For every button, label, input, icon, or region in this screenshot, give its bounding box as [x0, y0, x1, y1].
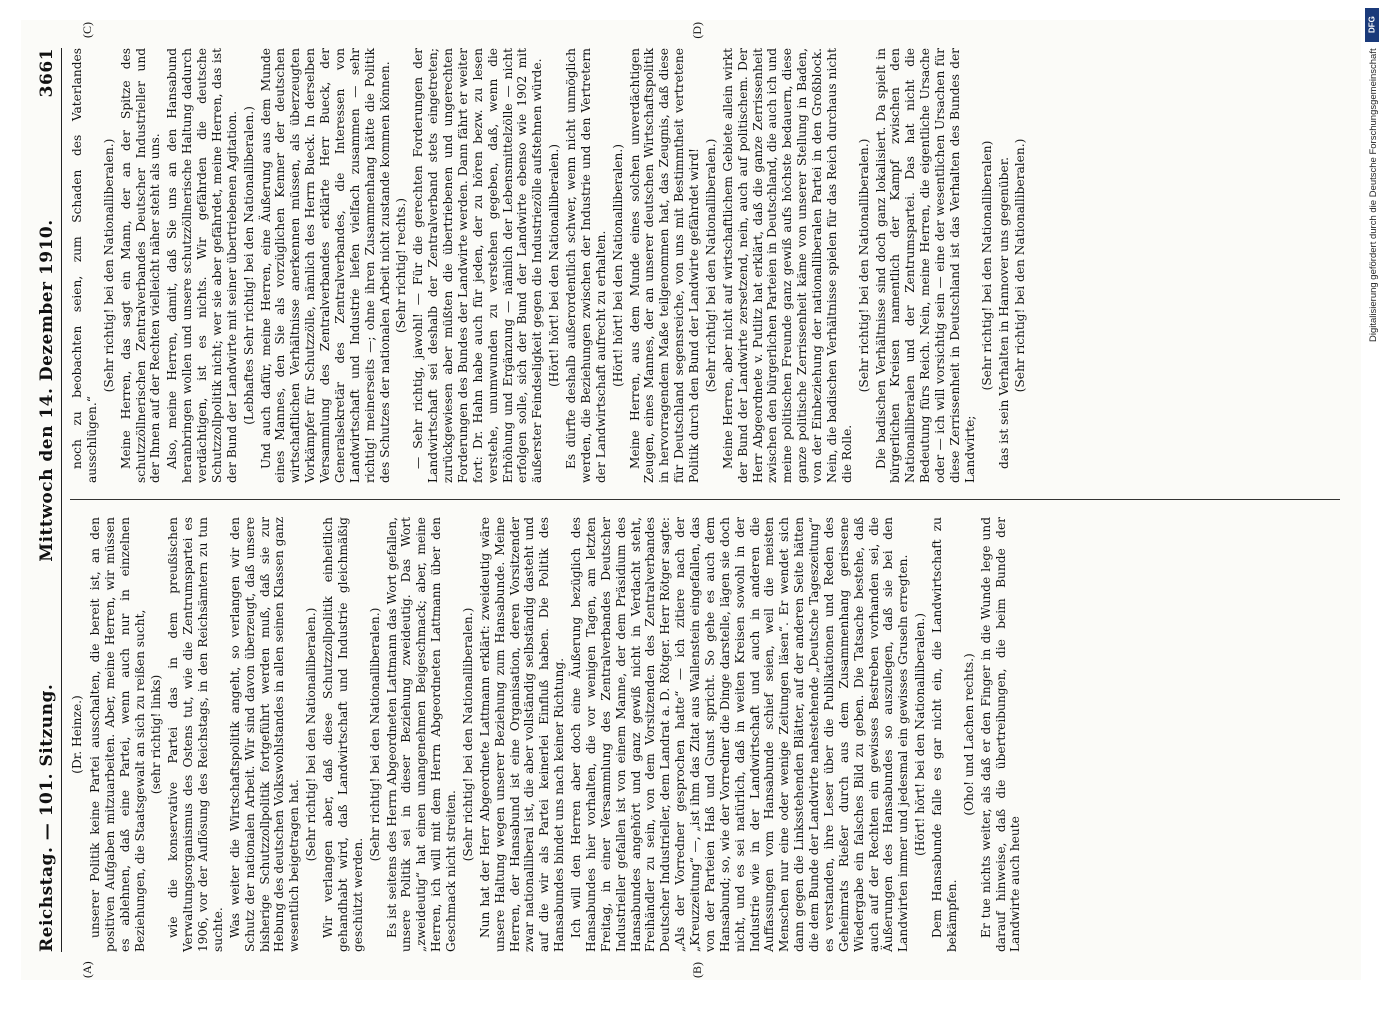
paragraph: Nun hat der Herr Abgeordnete Lattmann erklärt: zweideutig wäre unsere Haltung wegen unserer Beziehung zum Hansabunde. Meine Herren, der Hansabund ist eine Organisation, deren Vorsitzender zwar nationalliberal ist, die aber vollständig selbständig dasteht und auf die wir als Partei keinerlei Einfluß haben. Die Politik des Hansabundes bindet uns nach keiner Richtung.: [477, 517, 567, 952]
interjection: (Hört! hört! bei den Nationalliberalen.): [547, 144, 562, 387]
interjection: (Sehr richtig! bei den Nationalliberalen.): [856, 138, 871, 393]
interjection: (Sehr richtig! bei den Nationalliberalen.): [304, 607, 319, 862]
paragraph: Also, meine Herren, damit, daß Sie uns an den Hansabund heranbringen wollen und unsere schutzzöllnerische Haltung dadurch verdächtigen, ist es nichts. Wir gefährden die deutsche Schutzzollpolitik nicht; wer sie aber gefährdet, meine Herren, das ist der Bund der Landwirte mit seiner übertriebenen Agitation.: [165, 48, 239, 483]
paragraph: noch zu beobachten seien, zum Schaden des Vaterlandes ausschlügen.“: [70, 48, 99, 483]
interjection: (Sehr richtig! bei den Nationalliberalen.): [367, 607, 382, 862]
left-column: [70, 517, 1340, 978]
page-number: 3661: [37, 48, 57, 98]
paragraph: unserer Politik keine Partei ausschalten, die bereit ist, an den positiven Aufgaben mitzuarbeiten. Aber, meine Herren, wir müssen es ablehnen, daß eine Partei, wenn auch nur in einzelnen Beziehungen, die Staatsgewalt an sich zu reißen sucht,: [87, 517, 147, 952]
interjection: (Hört! hört! bei den Nationalliberalen.): [610, 144, 625, 387]
margin-marker-b: (B): [690, 962, 704, 978]
column-divider: [70, 499, 1340, 500]
paragraph: Meine Herren, aus dem Munde eines solchen unverdächtigen Zeugen, eines Mannes, der an unserer deutschen Wirtschaftspolitik in hervorragendem Maße teilgenommen hat, das Zeugnis, daß diese für Deutschland segensreiche, von uns mit Bestimmtheit vertretene Politik durch den Bund der Landwirte gefährdet wird!: [627, 48, 701, 483]
paragraph: — Sehr richtig, jawohl! — Für die gerechten Forderungen der Landwirtschaft sei deshalb der Zentralverband stets eingetreten; zurückgewiesen aber müßten die übertriebenen und ungerechten Forderungen des Bundes der Landwirte werden. Dann fährt er weiter fort: Dr. Hahn habe auch für jeden, der zu hören bezw. zu lesen verstehe, unumwunden zu verstehen gegeben, daß, wenn die Erhöhung und Ergänzung — nämlich der Lebensmittelzölle — nicht erfolgen solle, sich der Bund der Landwirte ebenso wie 1902 mit äußerster Feindseligkeit gegen die Industriezölle aufstehnen würde.: [411, 48, 545, 483]
margin-marker-d: (D): [690, 22, 704, 39]
scanned-document-page: [21, 20, 1361, 980]
running-head-date: Mittwoch den 14. Dezember 1910.: [37, 219, 57, 562]
interjection: (sehr richtig! links): [149, 674, 164, 795]
right-column: [70, 22, 1340, 483]
interjection: (Hört! hört! bei den Nationalliberalen.): [913, 613, 928, 856]
interjection: (Lebhaftes Sehr richtig! bei den Nationalliberalen.): [241, 106, 256, 425]
interjection: (Sehr richtig! bei den Nationalliberalen.): [460, 607, 475, 862]
paragraph: wie die konservative Partei das in dem preußischen Verwaltungsorganismus des Ostens tut, wie die Zentrumspartei es 1906, vor der Auflösung des Reichstags, in den Reichsämtern zu tun suchte.: [166, 517, 225, 952]
digitization-credit: Digitalisierung gefördert durch die Deutsche Forschungsgemeinschaft: [1368, 48, 1379, 342]
margin-marker-c: (C): [80, 22, 94, 38]
paragraph: Es ist seitens des Herrn Abgeordneten Lattmann das Wort gefallen, unsere Politik sei in dieser Beziehung zweideutig. Das Wort „zweideutig“ hat einen unangenehmen Beigeschmack; aber, meine Herren, ich will mit dem Herrn Abgeordneten Lattmann über den Geschmack nicht streiten.: [384, 517, 458, 952]
margin-marker-a: (A): [80, 961, 94, 978]
interjection: (Sehr richtig! bei den Nationalliberalen.): [1013, 138, 1028, 393]
paragraph: Was weiter die Wirtschaftspolitik angeht, so verlangen wir den Schutz der nationalen Arbeit. Wir sind davon überzeugt, daß unsere bisherige Schutzzollpolitik fortgeführt werden muß, daß sie zur Hebung des deutschen Volkswohlstandes in allen seinen Klassen ganz wesentlich beigetragen hat.: [227, 517, 302, 952]
paragraph: Wir verlangen aber, daß diese Schutzzollpolitik einheitlich gehandhabt wird, daß Landwirtschaft und Industrie gleichmäßig geschützt werden.: [321, 517, 365, 952]
interjection: (Sehr richtig! bei den Nationalliberalen): [979, 140, 994, 391]
running-head: [37, 48, 62, 952]
paragraph: Es dürfte deshalb außerordentlich schwer, wenn nicht unmöglich werden, die Beziehungen zwischen der Industrie und den Vertretern der Landwirtschaft aufrecht zu erhalten.: [564, 48, 608, 483]
dfg-logo: DFG: [1365, 8, 1379, 42]
speaker-name: (Dr. Heinze.): [70, 695, 84, 774]
paragraph: Die badischen Verhältnisse sind doch ganz lokalisiert. Da spielt in bürgerlichen Kreisen namentlich der Kampf zwischen den Nationalliberalen und der Zentrumspartei. Das hat nicht die Bedeutung fürs Reich. Nein, meine Herren, die eigentliche Ursache oder — ich will vorsichtig sein — eine der wesentlichen Ursachen für diese Zerrissenheit in Deutschland ist das Verhalten des Bundes der Landwirte;: [873, 48, 977, 483]
paragraph: Meine Herren, aber nicht auf wirtschaftlichem Gebiete allein wirkt der Bund der Landwirte zersetzend, nein, auch auf politischem. Der Herr Abgeordnete v. Putlitz hat erklärt, daß die ganze Zerrissenheit zwischen den bürgerlichen Parteien in Deutschland, die auch ich und meine politischen Freunde ganz gewiß aufs höchste bedauern, diese ganze politische Zerrissenheit käme von unserer Stellung in Baden, von der Einbeziehung der nationalliberalen Partei in den Großblock. Nein, die badischen Verhältnisse spielen für das Reich durchaus nicht die Rolle.: [720, 48, 854, 483]
paragraph: das ist sein Verhalten in Hannover uns gegenüber.: [996, 156, 1011, 469]
right-column-text: [70, 48, 1028, 483]
interjection: (Sehr richtig! bei den Nationalliberalen.): [101, 138, 116, 393]
text-columns: [70, 22, 1340, 978]
paragraph: Dem Hansabunde falle es gar nicht ein, die Landwirtschaft zu bekämpfen.: [930, 517, 959, 952]
paragraph: Meine Herren, das sagt ein Mann, der an der Spitze des schutzzöllnerischen Zentralverbandes Deutscher Industrieller und der Ihnen auf der Rechten vielleicht näher steht als uns.: [118, 48, 163, 483]
paragraph: Und auch dafür, meine Herren, eine Äußerung aus dem Munde eines Mannes, den Sie als vorzüglichen Kenner der deutschen wirtschaftlichen Verhältnisse anerkennen müssen, als überzeugten Vorkämpfer für Schutzzölle, nämlich des Herrn Bueck. In derselben Versammlung des Zentralverbandes erklärte Herr Bueck, der Generalsekretär des Zentralverbandes, die Interessen von Landwirtschaft und Industrie liefen vielfach zusammen — sehr richtig! meinerseits —; ohne ihren Zusammenhang hätte die Politik des Schutzes der nationalen Arbeit nicht zustande kommen können.: [258, 48, 392, 483]
paragraph: Ich will den Herren aber doch eine Äußerung bezüglich des Hansabundes hier vorhalten, die vor wenigen Tagen, am letzten Freitag, in einer Versammlung des Zentralverbandes Deutscher Industrieller gefallen ist von einem Manne, der dem Präsidium des Hansabundes angehört und ganz gewiß nicht in Verdacht steht, Freihändler zu sein, von dem Vorsitzenden des Zentralverbandes Deutscher Industrieller, dem Landrat a. D. Rötger. Herr Rötger sagte: „Als der Vorredner gesprochen hatte“ — ich zitiere nach der „Kreuzzeitung“ —, „ist ihm das Zitat aus Wallenstein eingefallen, das von der Parteien Haß und Gunst spricht. So gehe es auch dem Hansabund; so, wie der Vorredner die Dinge darstelle, lägen sie doch nicht, und es sei natürlich, daß in weiten Kreisen sowohl in der Industrie wie in der Landwirtschaft und auch in anderen die Auffassungen vom Hansabunde schief seien, weil die meisten Menschen nur eine oder wenige Zeitungen läsen“. Er wendet sich dann gegen die Linksstehenden Blätter, auf der anderen Seite hätten die dem Bunde der Landwirte nahestehende „Deutsche Tageszeitung“ es verstanden, ihre Leser über die Publikationen und Reden des Geheimrats Rießer durch aus dem Zusammenhang gerissene Wiedergabe ein falsches Bild zu geben. Die Tatsache bestehe, daß auch auf der Rechten ein gewisses Bestreben vorhanden sei, die Äußerungen des Hansabundes so auszulegen, daß sie bei den Landwirten immer und jedesmal ein gewisses Gruseln erregten.: [569, 517, 911, 952]
interjection: (Oho! und Lachen rechts.): [961, 653, 976, 816]
interjection: (Sehr richtig! bei den Nationalliberalen.): [703, 138, 718, 393]
left-column-text: [88, 517, 1023, 952]
paragraph: Er tue nichts weiter, als daß er den Finger in die Wunde lege und darauf hinweise, daß die übertreibungen, die beim Bunde der Landwirte auch heute: [978, 517, 1023, 952]
interjection: (Sehr richtig! rechts.): [394, 197, 409, 334]
running-head-left: Reichstag. — 101. Sitzung.: [37, 683, 57, 952]
